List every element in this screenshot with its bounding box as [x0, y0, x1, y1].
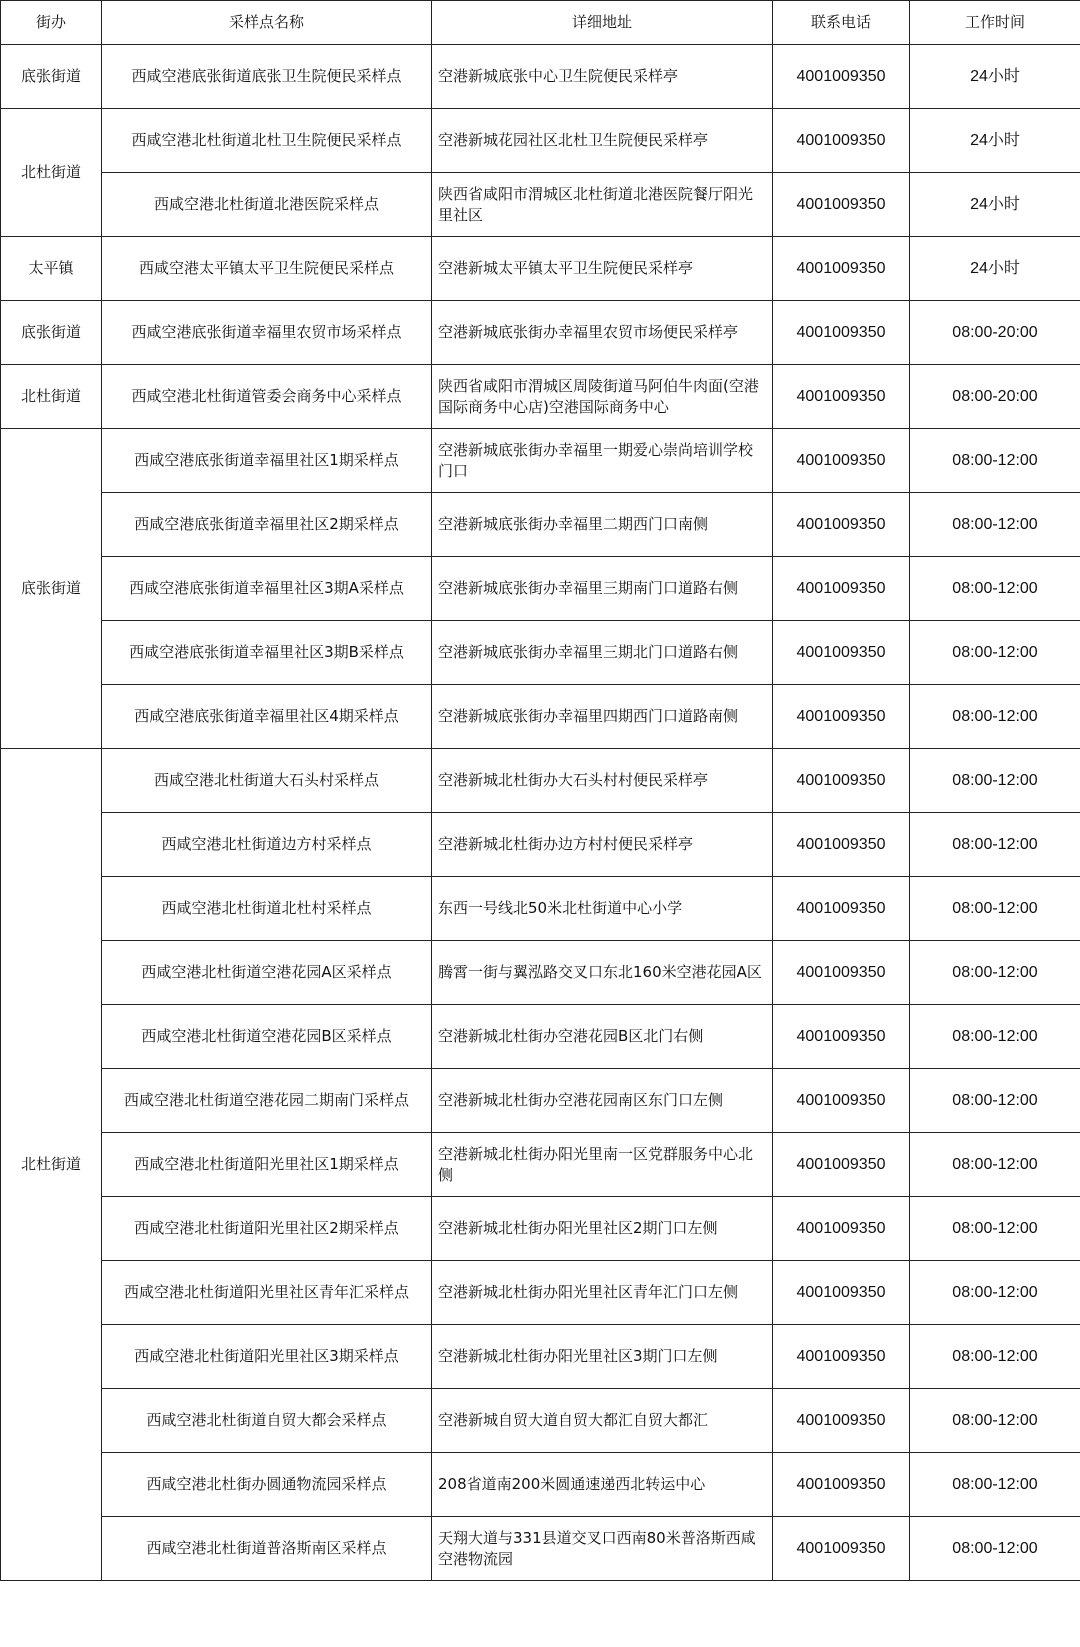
- street-cell: 北杜街道: [1, 365, 102, 429]
- phone-cell: 4001009350: [773, 1261, 910, 1325]
- table-row: [1, 173, 1080, 237]
- hours-cell: 24小时: [910, 109, 1080, 173]
- table-row: [1, 1453, 1080, 1517]
- phone-cell: 4001009350: [773, 45, 910, 109]
- phone-cell: 4001009350: [773, 429, 910, 493]
- phone-cell: 4001009350: [773, 1517, 910, 1581]
- hours-cell: 08:00-20:00: [910, 365, 1080, 429]
- site-name-cell: 西咸空港太平镇太平卫生院便民采样点: [102, 237, 432, 301]
- table-row: [1, 1261, 1080, 1325]
- hours-cell: 08:00-12:00: [910, 685, 1080, 749]
- address-cell: 空港新城底张街办幸福里农贸市场便民采样亭: [432, 301, 773, 365]
- site-name-cell: 西咸空港底张街道幸福里社区2期采样点: [102, 493, 432, 557]
- phone-cell: 4001009350: [773, 1005, 910, 1069]
- address-cell: 空港新城底张中心卫生院便民采样亭: [432, 45, 773, 109]
- hours-cell: 08:00-12:00: [910, 877, 1080, 941]
- address-cell: 空港新城底张街办幸福里三期北门口道路右侧: [432, 621, 773, 685]
- site-name-cell: 西咸空港北杜街道空港花园A区采样点: [102, 941, 432, 1005]
- site-name-cell: 西咸空港北杜街道空港花园B区采样点: [102, 1005, 432, 1069]
- address-cell: 空港新城花园社区北杜卫生院便民采样亭: [432, 109, 773, 173]
- phone-cell: 4001009350: [773, 1389, 910, 1453]
- street-cell: 北杜街道: [1, 109, 102, 237]
- site-name-cell: 西咸空港北杜街道北港医院采样点: [102, 173, 432, 237]
- phone-cell: 4001009350: [773, 493, 910, 557]
- hours-cell: 08:00-12:00: [910, 941, 1080, 1005]
- table-row: [1, 109, 1080, 173]
- phone-cell: 4001009350: [773, 685, 910, 749]
- address-cell: 208省道南200米圆通速递西北转运中心: [432, 1453, 773, 1517]
- street-cell: 太平镇: [1, 237, 102, 301]
- phone-cell: 4001009350: [773, 877, 910, 941]
- table-row: [1, 1133, 1080, 1197]
- site-name-cell: 西咸空港北杜街道自贸大都会采样点: [102, 1389, 432, 1453]
- header-phone: 联系电话: [773, 1, 910, 45]
- site-name-cell: 西咸空港北杜街道阳光里社区3期采样点: [102, 1325, 432, 1389]
- table-row: [1, 1069, 1080, 1133]
- address-cell: 空港新城自贸大道自贸大都汇自贸大都汇: [432, 1389, 773, 1453]
- table-row: [1, 237, 1080, 301]
- site-name-cell: 西咸空港底张街道幸福里社区4期采样点: [102, 685, 432, 749]
- table-row: [1, 557, 1080, 621]
- table-row: [1, 1517, 1080, 1581]
- phone-cell: 4001009350: [773, 749, 910, 813]
- address-cell: 空港新城北杜街办阳光里社区青年汇门口左侧: [432, 1261, 773, 1325]
- site-name-cell: 西咸空港北杜街办圆通物流园采样点: [102, 1453, 432, 1517]
- site-name-cell: 西咸空港底张街道幸福里社区3期B采样点: [102, 621, 432, 685]
- table-row: [1, 941, 1080, 1005]
- phone-cell: 4001009350: [773, 1197, 910, 1261]
- hours-cell: 08:00-12:00: [910, 1389, 1080, 1453]
- hours-cell: 24小时: [910, 45, 1080, 109]
- address-cell: 空港新城北杜街办空港花园B区北门右侧: [432, 1005, 773, 1069]
- phone-cell: 4001009350: [773, 173, 910, 237]
- address-cell: 空港新城底张街办幸福里二期西门口南侧: [432, 493, 773, 557]
- header-street: 街办: [1, 1, 102, 45]
- street-cell: 底张街道: [1, 301, 102, 365]
- hours-cell: 08:00-12:00: [910, 621, 1080, 685]
- table-header-row: [1, 1, 1080, 45]
- table-row: [1, 813, 1080, 877]
- site-name-cell: 西咸空港北杜街道边方村采样点: [102, 813, 432, 877]
- hours-cell: 08:00-12:00: [910, 493, 1080, 557]
- address-cell: 空港新城北杜街办阳光里社区3期门口左侧: [432, 1325, 773, 1389]
- hours-cell: 08:00-12:00: [910, 1261, 1080, 1325]
- phone-cell: 4001009350: [773, 1069, 910, 1133]
- site-name-cell: 西咸空港北杜街道阳光里社区1期采样点: [102, 1133, 432, 1197]
- site-name-cell: 西咸空港北杜街道大石头村采样点: [102, 749, 432, 813]
- hours-cell: 08:00-12:00: [910, 1453, 1080, 1517]
- phone-cell: 4001009350: [773, 1453, 910, 1517]
- address-cell: 空港新城北杜街办大石头村村便民采样亭: [432, 749, 773, 813]
- address-cell: 天翔大道与331县道交叉口西南80米普洛斯西咸空港物流园: [432, 1517, 773, 1581]
- site-name-cell: 西咸空港北杜街道管委会商务中心采样点: [102, 365, 432, 429]
- address-cell: 空港新城北杜街办阳光里社区2期门口左侧: [432, 1197, 773, 1261]
- hours-cell: 08:00-12:00: [910, 813, 1080, 877]
- site-name-cell: 西咸空港底张街道幸福里社区1期采样点: [102, 429, 432, 493]
- hours-cell: 08:00-12:00: [910, 1325, 1080, 1389]
- site-name-cell: 西咸空港北杜街道空港花园二期南门采样点: [102, 1069, 432, 1133]
- phone-cell: 4001009350: [773, 941, 910, 1005]
- hours-cell: 08:00-12:00: [910, 429, 1080, 493]
- table-row: [1, 685, 1080, 749]
- address-cell: 空港新城底张街办幸福里四期西门口道路南侧: [432, 685, 773, 749]
- phone-cell: 4001009350: [773, 557, 910, 621]
- hours-cell: 08:00-12:00: [910, 1133, 1080, 1197]
- table-row: [1, 365, 1080, 429]
- table-row: [1, 1005, 1080, 1069]
- hours-cell: 08:00-12:00: [910, 1005, 1080, 1069]
- hours-cell: 08:00-12:00: [910, 557, 1080, 621]
- address-cell: 空港新城北杜街办空港花园南区东门口左侧: [432, 1069, 773, 1133]
- site-name-cell: 西咸空港北杜街道北杜卫生院便民采样点: [102, 109, 432, 173]
- street-cell: 底张街道: [1, 429, 102, 749]
- address-cell: 空港新城太平镇太平卫生院便民采样亭: [432, 237, 773, 301]
- hours-cell: 24小时: [910, 173, 1080, 237]
- address-cell: 空港新城底张街办幸福里三期南门口道路右侧: [432, 557, 773, 621]
- table-body: [1, 45, 1080, 1581]
- site-name-cell: 西咸空港北杜街道北杜村采样点: [102, 877, 432, 941]
- address-cell: 腾霄一街与翼泓路交叉口东北160米空港花园A区: [432, 941, 773, 1005]
- table-row: [1, 45, 1080, 109]
- site-name-cell: 西咸空港北杜街道阳光里社区2期采样点: [102, 1197, 432, 1261]
- table-row: [1, 1197, 1080, 1261]
- table-row: [1, 1389, 1080, 1453]
- phone-cell: 4001009350: [773, 621, 910, 685]
- site-name-cell: 西咸空港北杜街道阳光里社区青年汇采样点: [102, 1261, 432, 1325]
- site-name-cell: 西咸空港底张街道底张卫生院便民采样点: [102, 45, 432, 109]
- phone-cell: 4001009350: [773, 1325, 910, 1389]
- table-row: [1, 301, 1080, 365]
- address-cell: 空港新城北杜街办阳光里南一区党群服务中心北侧: [432, 1133, 773, 1197]
- table-row: [1, 1325, 1080, 1389]
- header-address: 详细地址: [432, 1, 773, 45]
- phone-cell: 4001009350: [773, 301, 910, 365]
- hours-cell: 24小时: [910, 237, 1080, 301]
- address-cell: 陕西省咸阳市渭城区北杜街道北港医院餐厅阳光里社区: [432, 173, 773, 237]
- site-name-cell: 西咸空港底张街道幸福里农贸市场采样点: [102, 301, 432, 365]
- address-cell: 空港新城底张街办幸福里一期爱心崇尚培训学校门口: [432, 429, 773, 493]
- phone-cell: 4001009350: [773, 1133, 910, 1197]
- hours-cell: 08:00-12:00: [910, 1517, 1080, 1581]
- header-site-name: 采样点名称: [102, 1, 432, 45]
- street-cell: 底张街道: [1, 45, 102, 109]
- street-cell: 北杜街道: [1, 749, 102, 1581]
- table-row: [1, 621, 1080, 685]
- hours-cell: 08:00-20:00: [910, 301, 1080, 365]
- header-hours: 工作时间: [910, 1, 1080, 45]
- site-name-cell: 西咸空港北杜街道普洛斯南区采样点: [102, 1517, 432, 1581]
- hours-cell: 08:00-12:00: [910, 1069, 1080, 1133]
- site-name-cell: 西咸空港底张街道幸福里社区3期A采样点: [102, 557, 432, 621]
- phone-cell: 4001009350: [773, 109, 910, 173]
- hours-cell: 08:00-12:00: [910, 749, 1080, 813]
- address-cell: 东西一号线北50米北杜街道中心小学: [432, 877, 773, 941]
- table-row: [1, 493, 1080, 557]
- hours-cell: 08:00-12:00: [910, 1197, 1080, 1261]
- phone-cell: 4001009350: [773, 237, 910, 301]
- phone-cell: 4001009350: [773, 365, 910, 429]
- table-row: [1, 749, 1080, 813]
- table-row: [1, 877, 1080, 941]
- address-cell: 空港新城北杜街办边方村村便民采样亭: [432, 813, 773, 877]
- table-row: [1, 429, 1080, 493]
- address-cell: 陕西省咸阳市渭城区周陵街道马阿伯牛肉面(空港国际商务中心店)空港国际商务中心: [432, 365, 773, 429]
- phone-cell: 4001009350: [773, 813, 910, 877]
